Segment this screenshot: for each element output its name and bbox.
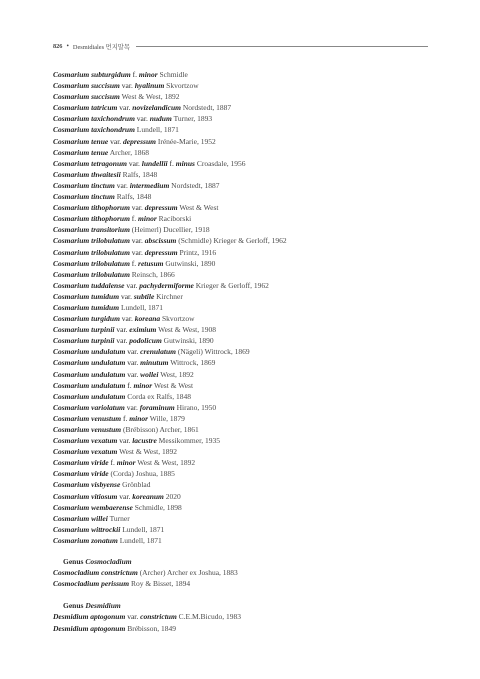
species-entry [53, 102, 433, 113]
rank-label: var. [125, 612, 141, 622]
authority: Reinsch, 1866 [131, 269, 175, 279]
infraspecific-name: pachydermiforme [139, 280, 194, 290]
rank-label: var. [125, 369, 141, 379]
species-entry [53, 535, 433, 546]
rank-label: var. [108, 136, 124, 146]
authority: West & West, 1892 [137, 458, 196, 468]
species-entry [53, 302, 433, 313]
species-entry [53, 457, 433, 468]
species-name: Cosmarium tithophorum [53, 214, 130, 224]
species-name: Cosmarium viride [53, 458, 109, 468]
authority: C.E.M.Bicudo, 1983 [178, 612, 241, 622]
authority: Archer, 1868 [109, 147, 149, 157]
authority: Corda ex Ralfs, 1848 [127, 391, 191, 401]
species-name: Desmidium aptogonum [53, 612, 126, 622]
species-name: Cosmarium taxichondrum [53, 114, 135, 124]
authority: Lundell, 1871 [119, 535, 162, 545]
species-entry [53, 391, 433, 402]
species-name: Cosmocladium perissum [53, 579, 130, 589]
infraspecific-name: wollei [140, 369, 159, 379]
species-entry [53, 424, 433, 435]
rank-label: var. [124, 280, 140, 290]
authority: Schmidle [159, 70, 188, 79]
authority: (Corda) Joshua, 1885 [110, 469, 175, 479]
species-entry [53, 623, 433, 634]
running-title: Desmidiales 먼지말목 [72, 43, 130, 51]
species-entry [53, 380, 433, 391]
species-name: Cosmarium turgidum [53, 314, 120, 324]
species-name: Cosmarium tuddalense [53, 280, 125, 290]
rank-label: f. [169, 158, 176, 168]
species-name: Cosmarium tumidum [53, 302, 120, 312]
species-name: Cosmarium tumidum [53, 291, 120, 301]
rank-label: var. [114, 336, 130, 346]
species-entry [53, 147, 433, 158]
species-name: Cosmarium turpinii [53, 325, 115, 335]
species-name: Cosmarium turpinii [53, 336, 115, 346]
infraspecific-name: podolicum [129, 336, 162, 346]
species-name: Cosmarium undulatum [53, 347, 126, 357]
species-name: Cosmarium wittrockii [53, 524, 121, 534]
species-name: Cosmarium willei [53, 513, 108, 523]
species-name: Cosmarium tenue [53, 136, 109, 146]
rank-label: f. [108, 458, 117, 468]
species-name: Cosmarium transitorium [53, 225, 130, 235]
authority: Raciborski [158, 214, 192, 224]
species-name: Cosmarium vitiosum [53, 491, 118, 501]
infraspecific-name: hyalinum [134, 81, 165, 91]
infraspecific-name: minor [116, 458, 136, 468]
species-name: Cosmarium undulatum [53, 391, 126, 401]
infraspecific-name: nudum [149, 114, 172, 124]
authority: Turner, 1893 [173, 114, 213, 124]
species-name: Cosmarium visbyense [53, 480, 121, 490]
header-rule [136, 46, 428, 47]
species-entry [53, 202, 433, 213]
species-entry [53, 502, 433, 513]
species-entry [53, 479, 433, 490]
infraspecific-name: constrictum [140, 612, 177, 622]
species-name: Cosmarium venustum [53, 425, 122, 434]
species-name: Cosmarium venustum [53, 413, 122, 423]
desmidium-list [53, 611, 433, 633]
species-name: Cosmarium thwaitesii [53, 169, 121, 179]
authority: West & West [179, 203, 219, 213]
species-entry [53, 235, 433, 246]
species-entry [53, 346, 433, 357]
species-list [53, 69, 433, 634]
species-entry [53, 291, 433, 302]
rank-label: var. [129, 203, 145, 213]
species-name: Desmidium aptogonum [53, 623, 126, 633]
infraspecific-name: minor [138, 214, 157, 224]
species-name: Cosmarium viride [53, 469, 109, 479]
authority: West & West, 1892 [121, 92, 180, 102]
authority: Croasdale, 1956 [196, 158, 246, 168]
rank-label: f. [125, 380, 134, 390]
authority: (Brébisson) Archer, 1861 [123, 425, 199, 434]
species-entry [53, 468, 433, 479]
species-name: Cosmarium zonatum [53, 535, 118, 545]
species-name: Cosmarium vexatum [53, 436, 118, 446]
rank-label: var. [117, 103, 133, 113]
authority: Wittrock, 1869 [170, 358, 216, 368]
species-name: Cosmarium tenue [53, 147, 109, 157]
species-name: Cosmarium vexatum [53, 447, 118, 457]
rank-label: f. [121, 413, 130, 423]
rank-label: var. [124, 402, 140, 412]
infraspecific-name: subtile [133, 291, 155, 301]
species-name: Cosmarium tinctum [53, 180, 115, 190]
authority: (Schmidle) Krieger & Gerloff, 1962 [178, 236, 287, 246]
species-entry [53, 313, 433, 324]
species-name: Cosmarium subturgidum [53, 70, 131, 79]
genus-name: Desmidium [85, 601, 121, 611]
species-entry [53, 213, 433, 224]
rank-label: var. [119, 81, 135, 91]
rank-label: var. [117, 436, 133, 446]
species-entry [53, 180, 433, 191]
species-name: Cosmarium wembaerense [53, 502, 133, 512]
species-name: Cosmarium tetragonum [53, 158, 127, 168]
species-entry [53, 369, 433, 380]
authority: Lundell, 1871 [136, 125, 179, 135]
species-entry [53, 224, 433, 235]
infraspecific-name: depressum [144, 203, 178, 213]
infraspecific-name: depressum [144, 247, 178, 257]
species-entry [53, 258, 433, 269]
rank-label: f. [129, 258, 139, 268]
species-name: Cosmarium taxichondrum [53, 125, 135, 135]
species-name: Cosmarium undulatum [53, 380, 126, 390]
species-name: Cosmarium succisum [53, 81, 120, 91]
species-name: Cosmarium tithophorum [53, 203, 130, 213]
species-name: Cosmarium tinctum [53, 192, 115, 202]
authority: Gutwinski, 1890 [163, 336, 214, 346]
species-name: Cosmarium succisum [53, 92, 120, 102]
infraspecific-name: minor [129, 413, 149, 423]
species-name: Cosmarium variolatum [53, 402, 125, 412]
rank-label: var. [125, 358, 141, 368]
genus-label: Genus [63, 601, 86, 611]
species-entry [53, 158, 433, 169]
rank-label: var. [126, 158, 142, 168]
rank-label: var. [114, 180, 130, 190]
authority: (Archer) Archer ex Joshua, 1883 [139, 568, 238, 578]
cosmarium-list [53, 69, 433, 546]
infraspecific-name: retusum [138, 258, 164, 268]
species-entry [53, 402, 433, 413]
rank-label: f. [129, 214, 139, 224]
authority: West & West [153, 380, 194, 390]
authority: Wille, 1879 [149, 413, 185, 423]
authority: Printz, 1916 [179, 247, 217, 257]
species-entry [53, 91, 433, 102]
rank-label: var. [117, 491, 133, 501]
page-header [53, 41, 428, 51]
authority: 2020 [165, 491, 181, 501]
species-entry [53, 269, 433, 280]
species-entry [53, 324, 433, 335]
species-entry [53, 413, 433, 424]
infraspecific-name: koreana [134, 314, 161, 324]
authority: (Nägeli) Wittrock, 1869 [177, 347, 250, 357]
authority: West, 1892 [160, 369, 194, 379]
species-entry [53, 578, 433, 589]
infraspecific-name: foraminum [139, 402, 175, 412]
species-name: Cosmarium undulatum [53, 358, 126, 368]
infraspecific-name: minor [138, 70, 158, 79]
rank-label: var. [125, 347, 141, 357]
species-entry [53, 69, 433, 80]
authority: Ralfs, 1848 [116, 192, 152, 202]
authority: Skvortzow [162, 314, 195, 324]
authority: Nordstedt, 1887 [171, 180, 220, 190]
separator-dot: • [66, 42, 69, 50]
infraspecific-name: minus [175, 158, 195, 168]
authority: Lundell, 1871 [120, 302, 164, 312]
rank-label: var. [119, 314, 135, 324]
authority: Lundell, 1871 [122, 524, 165, 534]
infraspecific-name: abscissum [144, 236, 177, 246]
rank-label: f. [130, 70, 139, 79]
species-entry [53, 513, 433, 524]
infraspecific-name: lundellii [141, 158, 168, 168]
species-entry [53, 524, 433, 535]
species-entry [53, 124, 433, 135]
species-entry [53, 335, 433, 346]
species-entry [53, 435, 433, 446]
species-name: Cosmarium trilobulatum [53, 247, 130, 257]
authority: Irénée-Marie, 1952 [157, 136, 216, 146]
rank-label: var. [114, 325, 130, 335]
infraspecific-name: eximium [129, 325, 157, 335]
authority: (Heimerl) Ducellier, 1918 [131, 225, 210, 235]
rank-label: var. [119, 291, 134, 301]
infraspecific-name: koreanum [132, 491, 164, 501]
infraspecific-name: minor [133, 380, 153, 390]
species-entry [53, 611, 433, 622]
cosmocladium-list [53, 567, 433, 589]
genus-heading-cosmocladium [53, 556, 433, 567]
authority: Messikommer, 1935 [158, 436, 221, 446]
authority: Turner [109, 513, 130, 523]
species-entry [53, 357, 433, 368]
authority: West & West, 1892 [119, 447, 177, 457]
authority: Nordstedt, 1887 [182, 103, 232, 113]
infraspecific-name: depressum [123, 136, 156, 146]
species-entry [53, 491, 433, 502]
authority: Ralfs, 1848 [122, 169, 158, 179]
species-entry [53, 191, 433, 202]
species-entry [53, 136, 433, 147]
species-entry [53, 567, 433, 578]
species-name: Cosmarium undulatum [53, 369, 126, 379]
authority: Schmidle, 1898 [134, 502, 182, 512]
species-name: Cosmarium trilobulatum [53, 236, 130, 246]
infraspecific-name: novizelandicum [132, 103, 181, 113]
authority: Brébisson, 1849 [127, 623, 176, 633]
species-entry [53, 80, 433, 91]
species-name: Cosmocladium constrictum [53, 568, 138, 578]
authority: Hirano, 1950 [176, 402, 217, 412]
species-entry [53, 446, 433, 457]
rank-label: var. [129, 236, 145, 246]
species-entry [53, 280, 433, 291]
authority: Grönblad [122, 480, 151, 490]
authority: Kirchner [156, 291, 183, 301]
authority: Gutwinski, 1890 [165, 258, 216, 268]
genus-heading-desmidium [53, 600, 433, 611]
authority: West & West, 1908 [158, 325, 216, 335]
species-name: Cosmarium tatricum [53, 103, 118, 113]
authority: Roy & Bisset, 1894 [130, 579, 191, 589]
species-entry [53, 247, 433, 258]
species-name: Cosmarium trilobulatum [53, 269, 130, 279]
page-number: 826 [53, 42, 63, 50]
rank-label: var. [134, 114, 150, 124]
species-entry [53, 169, 433, 180]
rank-label: var. [129, 247, 145, 257]
authority: Krieger & Gerloff, 1962 [195, 280, 269, 290]
infraspecific-name: lacustre [132, 436, 157, 446]
genus-label: Genus [63, 557, 86, 567]
genus-name: Cosmocladium [85, 557, 132, 567]
infraspecific-name: minutum [140, 358, 169, 368]
authority: Skvortzow [166, 81, 199, 91]
species-entry [53, 113, 433, 124]
species-name: Cosmarium trilobulatum [53, 258, 130, 268]
infraspecific-name: intermedium [129, 180, 170, 190]
infraspecific-name: crenulatum [140, 347, 176, 357]
